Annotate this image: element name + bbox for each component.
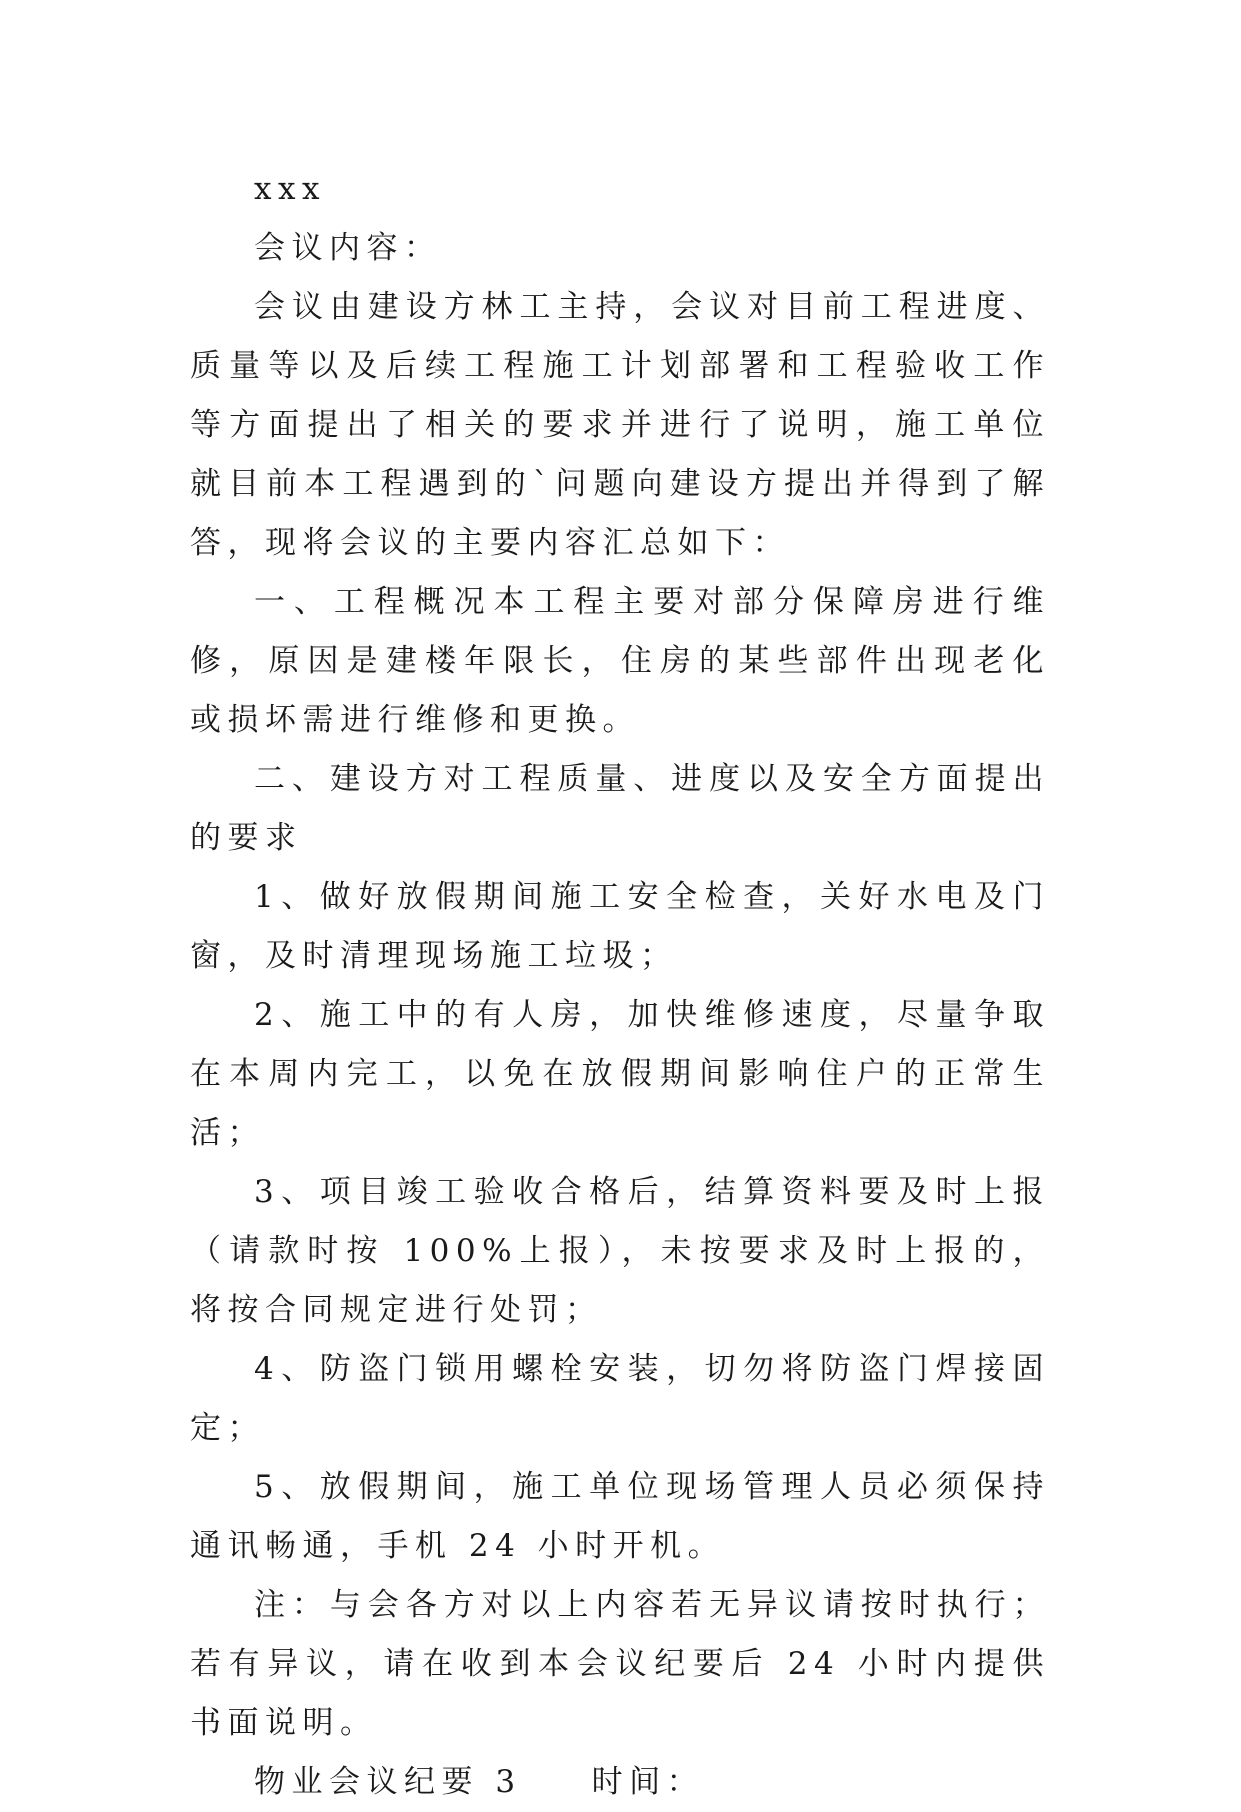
next-minutes-title: 物业会议纪要 3 — [254, 1764, 522, 1800]
paragraph-project-overview: 一、工程概况本工程主要对部分保障房进行维修，原因是建楼年限长，住房的某些部件出现老化或损坏需进行维修和更换。 — [190, 584, 1050, 738]
paragraph-item-3: 3、项目竣工验收合格后，结算资料要及时上报（请款时按 100%上报），未按要求及时上报的，将按合同规定进行处罚； — [190, 1174, 1050, 1328]
next-minutes-heading — [190, 1753, 1050, 1812]
paragraph-requirements-heading: 二、建设方对工程质量、进度以及安全方面提出的要求 — [190, 761, 1050, 856]
paragraph-meeting-summary: 会议由建设方林工主持，会议对目前工程进度、质量等以及后续工程施工计划部署和工程验收工作等方面提出了相关的要求并进行了说明，施工单位就目前本工程遇到的`问题向建设方提出并得到了解答，现将会议的主要内容汇总如下： — [190, 289, 1050, 561]
document-body — [190, 160, 1050, 1812]
time-label: 时间： — [591, 1764, 705, 1800]
paragraph-item-4: 4、防盗门锁用螺栓安装，切勿将防盗门焊接固定； — [190, 1351, 1050, 1446]
paragraph-meeting-content-heading: 会议内容： — [254, 230, 442, 266]
paragraph-author: xxx — [254, 171, 326, 207]
paragraph-note: 注：与会各方对以上内容若无异议请按时执行；若有异议，请在收到本会议纪要后 24 小时内提供书面说明。 — [190, 1587, 1050, 1741]
paragraph-item-1: 1、做好放假期间施工安全检查，关好水电及门窗，及时清理现场施工垃圾； — [190, 879, 1050, 974]
paragraph-item-2: 2、施工中的有人房，加快维修速度，尽量争取在本周内完工，以免在放假期间影响住户的正常生活； — [190, 997, 1050, 1151]
paragraph-item-5: 5、放假期间，施工单位现场管理人员必须保持通讯畅通，手机 24 小时开机。 — [190, 1469, 1050, 1564]
